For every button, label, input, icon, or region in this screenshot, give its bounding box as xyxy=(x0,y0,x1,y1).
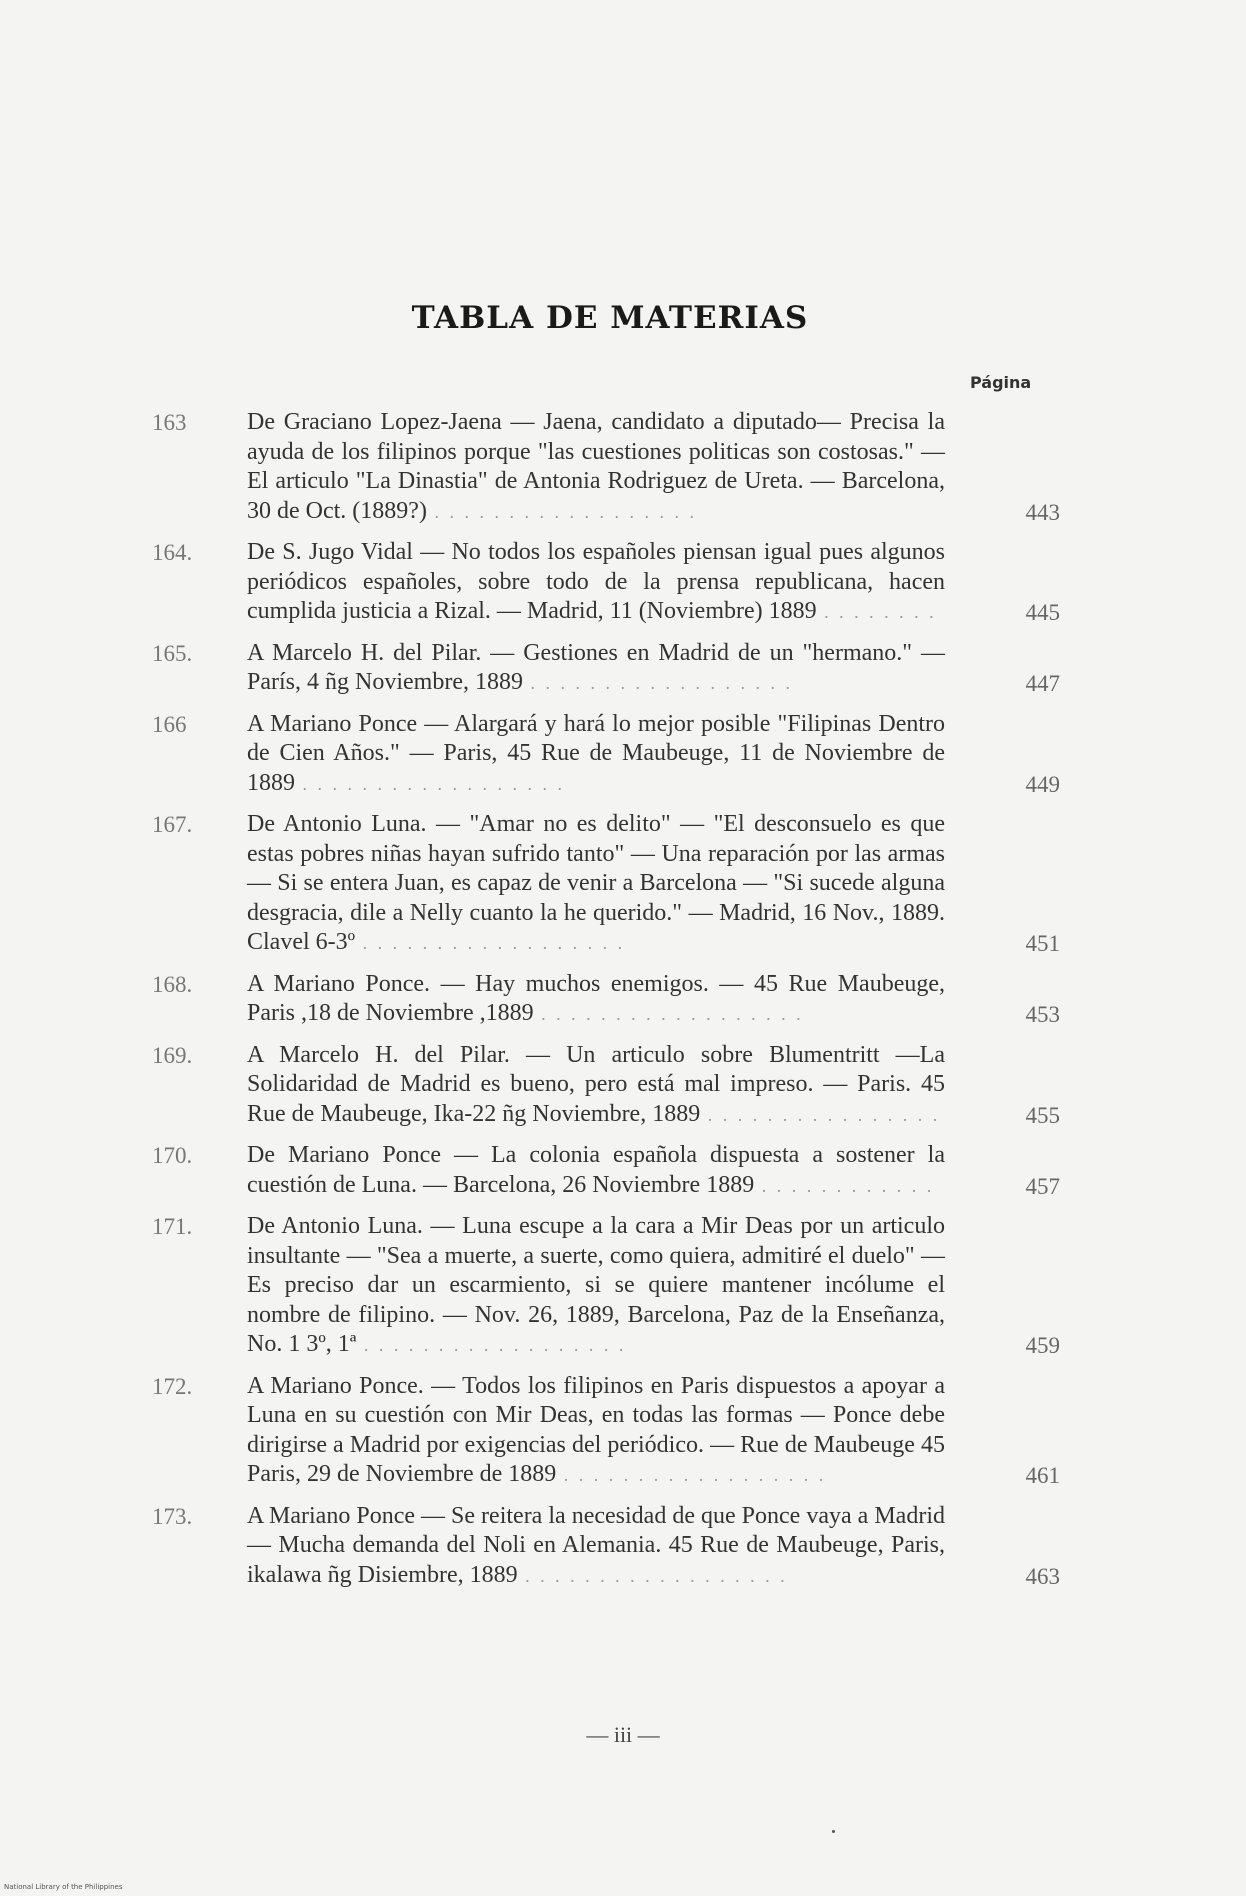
toc-entry xyxy=(0,639,1246,699)
toc-entry xyxy=(0,970,1246,1030)
entry-description xyxy=(247,408,945,527)
entry-text: De Graciano Lopez-Jaena — Jaena, candidato a diputado— Precisa la ayuda de los filipinos porque "las cuestiones politicas son costosas." — El articulo "La Dinastia" de Antonia Rodriguez de Ureta. — Barcelona, 30 de Oct. (1889?) xyxy=(247,409,945,524)
entry-description xyxy=(247,1372,945,1491)
toc-entry xyxy=(0,538,1246,628)
entry-number: 171. xyxy=(152,1214,193,1239)
entry-text: De Antonio Luna. — "Amar no es delito" — "El desconsuelo es que estas pobres niñas hayan sufrido tanto" — Una reparación por las armas — Si se entera Juan, es capaz de venir a Barcelona — "Si sucede alguna desgracia, dile a Nelly cuanto la he querido." — Madrid, 16 Nov., 1889. Clavel 6-3º xyxy=(247,811,945,955)
entry-page: 451 xyxy=(1025,931,1060,956)
entry-page: 455 xyxy=(1025,1102,1060,1128)
scan-speck xyxy=(832,1830,835,1833)
entry-text: A Mariano Ponce — Se reitera la necesidad de que Ponce vaya a Madrid — Mucha demanda del Noli en Alemania. 45 Rue de Maubeuge, Paris, ikalawa ñg Disiembre, 1889 xyxy=(247,1502,945,1588)
entry-number: 172. xyxy=(152,1373,193,1399)
entry-description xyxy=(247,1041,945,1131)
entry-text: A Mariano Ponce. — Hay muchos enemigos. — 45 Rue Maubeuge, Paris ,18 de Noviembre ,1889 xyxy=(247,970,945,1026)
dot-leader: . . . . . . . . xyxy=(816,602,937,622)
entry-page: 443 xyxy=(1025,499,1060,525)
entry-page: 449 xyxy=(1025,771,1060,797)
entry-number: 166 xyxy=(152,711,187,737)
entry-number: 168. xyxy=(152,971,193,997)
entry-description xyxy=(247,710,945,800)
entry-text: A Mariano Ponce. — Todos los filipinos en Paris dispuestos a apoyar a Luna en su cuestión con Mir Deas, en todas las formas — Ponce debe dirigirse a Madrid por exigencias del periódico. — Rue de Maubeuge 45 Paris, 29 de Noviembre de 1889 xyxy=(247,1372,945,1487)
page-column-header: Página xyxy=(970,373,1032,392)
dot-leader: . . . . . . . . . . . . . . . . xyxy=(700,1104,941,1125)
entry-page: 453 xyxy=(1025,1002,1060,1027)
page-number: — iii — xyxy=(586,1722,660,1747)
dot-leader: . . . . . . . . . . . . xyxy=(754,1175,935,1196)
toc-entry xyxy=(0,1141,1246,1201)
entry-description xyxy=(247,538,945,628)
toc-entry xyxy=(0,1372,1246,1491)
entry-text: A Marcelo H. del Pilar. — Gestiones en Madrid de un "hermano." — París, 4 ñg Noviembre, 1889 xyxy=(247,639,945,695)
toc-entry xyxy=(0,710,1246,800)
dot-leader: . . . . . . . . . . . . . . . . . . xyxy=(556,1465,827,1485)
toc-entry xyxy=(0,1212,1246,1361)
table-of-contents xyxy=(0,408,1246,1602)
page-title: TABLA DE MATERIAS xyxy=(411,300,809,336)
entry-description xyxy=(247,639,945,699)
entry-description xyxy=(247,1212,945,1361)
entry-page: 447 xyxy=(1025,671,1060,696)
entry-description xyxy=(247,810,945,959)
entry-text: A Marcelo H. del Pilar. — Un articulo sobre Blumentritt —La Solidaridad de Madrid es bueno, pero está mal impreso. — Paris. 45 Rue de Maubeuge, Ika-22 ñg Noviembre, 1889 xyxy=(247,1041,945,1127)
dot-leader: . . . . . . . . . . . . . . . . . . xyxy=(295,773,565,794)
entry-description xyxy=(247,1141,945,1201)
toc-entry xyxy=(0,1502,1246,1592)
entry-page: 459 xyxy=(1025,1333,1060,1358)
entry-text: A Mariano Ponce — Alargará y hará lo mejor posible "Filipinas Dentro de Cien Años." — Paris, 45 Rue de Maubeuge, 11 de Noviembre de 1889 xyxy=(247,710,945,796)
dot-leader: . . . . . . . . . . . . . . . . . . xyxy=(533,1004,804,1024)
dot-leader: . . . . . . . . . . . . . . . . . . xyxy=(426,501,697,522)
entry-number: 169. xyxy=(152,1042,193,1068)
entry-number: 167. xyxy=(152,812,193,837)
entry-text: De Mariano Ponce — La colonia española dispuesta a sostener la cuestión de Luna. — Barcelona, 26 Noviembre 1889 xyxy=(247,1142,945,1198)
entry-page: 457 xyxy=(1025,1173,1060,1199)
dot-leader: . . . . . . . . . . . . . . . . . . xyxy=(517,1565,788,1586)
entry-page: 445 xyxy=(1025,600,1060,625)
entry-number: 164. xyxy=(152,540,193,565)
entry-number: 163 xyxy=(152,410,187,435)
library-stamp: National Library of the Philippines xyxy=(4,1883,123,1891)
entry-text: De Antonio Luna. — Luna escupe a la cara a Mir Deas por un articulo insultante — "Sea a muerte, a suerte, como quiera, admitiré el duelo" — Es preciso dar un escarmiento, si se quiere mantener incólume el nombre de filipino. — Nov. 26, 1889, Barcelona, Paz de la Enseñanza, No. 1 3º, 1ª xyxy=(247,1213,945,1357)
entry-number: 170. xyxy=(152,1143,193,1168)
toc-entry xyxy=(0,810,1246,959)
dot-leader: . . . . . . . . . . . . . . . . . . xyxy=(356,1335,627,1355)
entry-page: 461 xyxy=(1025,1463,1060,1488)
entry-number: 165. xyxy=(152,640,193,666)
entry-text: De S. Jugo Vidal — No todos los españoles piensan igual pues algunos periódicos españoles, sobre todo de la prensa republicana, hacen cumplida justicia a Rizal. — Madrid, 11 (Noviembre) 1889 xyxy=(247,539,945,624)
toc-entry xyxy=(0,1041,1246,1131)
dot-leader: . . . . . . . . . . . . . . . . . . xyxy=(522,673,793,693)
toc-entry xyxy=(0,408,1246,527)
entry-description xyxy=(247,1502,945,1592)
entry-description xyxy=(247,970,945,1030)
entry-number: 173. xyxy=(152,1503,193,1529)
entry-page: 463 xyxy=(1025,1563,1060,1589)
dot-leader: . . . . . . . . . . . . . . . . . . xyxy=(355,933,626,953)
